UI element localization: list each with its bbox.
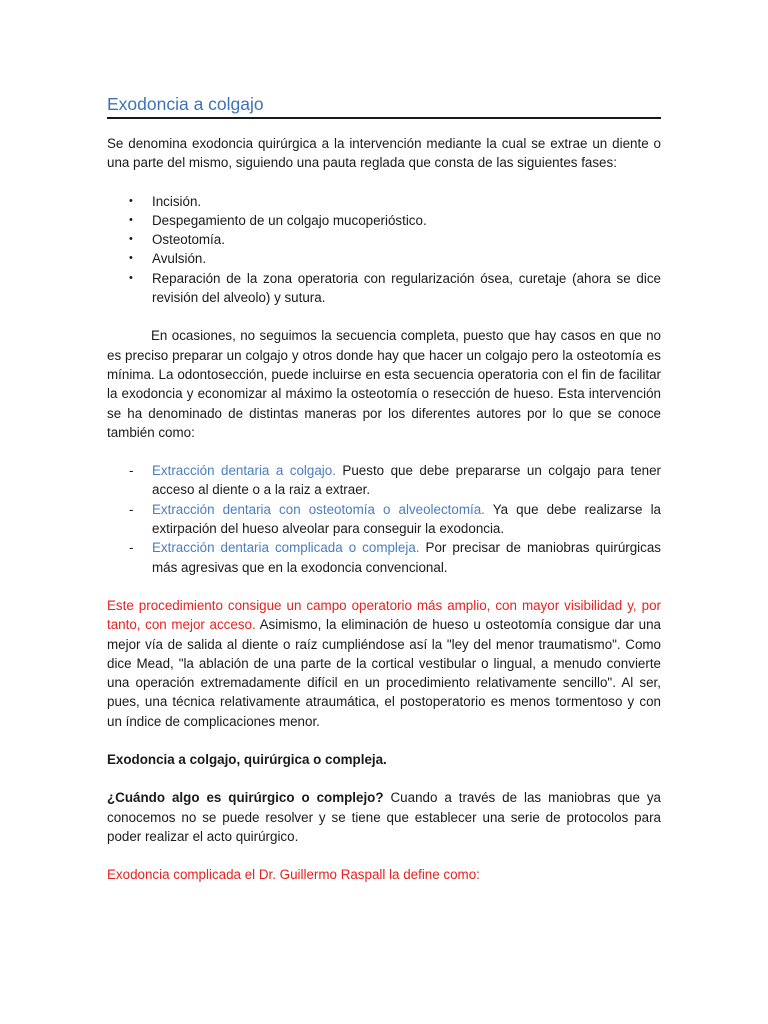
dash-icon: -	[129, 540, 134, 556]
answer-text: Cuando a través de las maniobras que ya conocemos no se puede resolver y se tiene que establecer una serie de protocolos para poder realizar el acto quirúrgico.	[107, 790, 661, 844]
list-item	[107, 461, 661, 500]
phases-list	[107, 192, 661, 308]
highlight-text: Este procedimiento consigue un campo operatorio más amplio, con mayor visibilidad y, por tanto, con mejor acceso.	[107, 597, 661, 633]
bullet-icon: •	[129, 213, 133, 226]
bullet-icon: •	[129, 233, 133, 246]
bullet-icon: •	[129, 194, 133, 207]
list-item	[107, 538, 661, 577]
phase-text: Reparación de la zona operatoria con regularización ósea, curetaje (ahora se dice revisión del alveolo) y sutura.	[152, 270, 661, 306]
section-heading: Exodoncia a colgajo, quirúrgica o compleja.	[107, 752, 387, 768]
phase-text: Osteotomía.	[152, 232, 225, 248]
closing-line: Exodoncia complicada el Dr. Guillermo Raspall la define como:	[107, 867, 480, 883]
name-term: Extracción dentaria complicada o compleja.	[152, 540, 420, 556]
paragraph-text: Asimismo, la eliminación de hueso u osteotomía consigue dar una mejor vía de salida al diente o raíz cumpliéndose así la "ley del menor traumatismo". Como dice Mead, "la ablación de una parte de la cortical vestibular o lingual, a menudo convierte una operación extremadamente difícil en un procedimiento relativamente sencillo". Al ser, pues, una técnica relativamente atraumática, el postoperatorio es menos tormentoso y con un índice de complicaciones menor.	[107, 617, 661, 729]
name-description: Por precisar de maniobras quirúrgicas más agresivas que en la exodoncia convencional.	[152, 540, 661, 575]
phase-text: Incisión.	[152, 193, 202, 209]
list-item	[107, 211, 661, 230]
list-item	[107, 269, 661, 308]
name-description: Puesto que debe prepararse un colgajo para tener acceso al diente o a la raiz a extraer.	[152, 463, 661, 498]
sequence-paragraph: En ocasiones, no seguimos la secuencia completa, puesto que hay casos en que no es preciso preparar un colgajo y otros donde hay que hacer un colgajo pero la osteotomía es mínima. La odontosección, puede incluirse en esta secuencia operatoria con el fin de facilitar la exodoncia y economizar al máximo la osteotomía o resección de hueso. Esta intervención se ha denominado de distintas maneras por los diferentes autores por lo que se conoce también como:	[107, 328, 661, 440]
list-item	[107, 500, 661, 539]
bullet-icon: •	[129, 271, 133, 284]
bullet-icon: •	[129, 252, 133, 265]
list-item	[107, 249, 661, 268]
name-term: Extracción dentaria a colgajo.	[152, 463, 336, 479]
phase-text: Despegamiento de un colgajo mucoperióstico.	[152, 212, 427, 228]
intro-paragraph: Se denomina exodoncia quirúrgica a la intervención mediante la cual se extrae un diente o una parte del mismo, siguiendo una pauta reglada que consta de las siguientes fases:	[107, 136, 661, 171]
dash-icon: -	[129, 463, 134, 479]
document-body	[107, 92, 661, 885]
phase-text: Avulsión.	[152, 251, 207, 267]
question-text: ¿Cuándo algo es quirúrgico o complejo?	[107, 790, 384, 806]
alternative-names-list	[107, 461, 661, 577]
question-paragraph	[107, 788, 661, 846]
dash-icon: -	[129, 501, 134, 517]
name-term: Extracción dentaria con osteotomía o alveolectomía.	[152, 501, 485, 517]
name-description: Ya que debe realizarse la extirpación del hueso alveolar para conseguir la exodoncia.	[152, 501, 661, 537]
document-title: Exodoncia a colgajo	[107, 92, 661, 119]
procedure-paragraph	[107, 596, 661, 731]
list-item	[107, 192, 661, 211]
list-item	[107, 230, 661, 249]
